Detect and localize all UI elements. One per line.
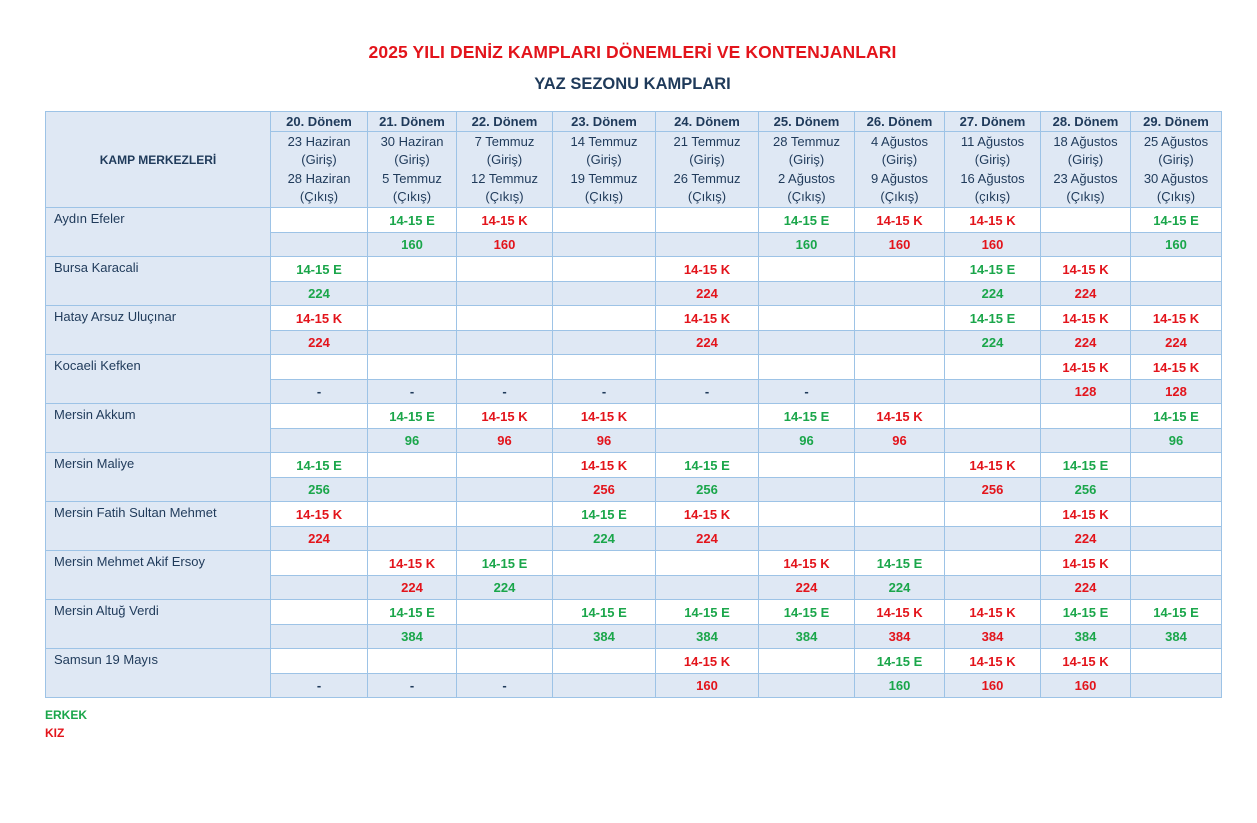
group-cell	[945, 551, 1041, 576]
group-cell: 14-15 K	[945, 453, 1041, 478]
table-body	[46, 208, 1222, 698]
page-subtitle: YAZ SEZONU KAMPLARI	[534, 75, 731, 93]
capacity-cell: 224	[945, 282, 1041, 306]
date-label: (Çıkış)	[584, 189, 624, 204]
capacity-cell: 224	[1041, 527, 1131, 551]
group-cell	[457, 355, 553, 380]
date-label: (Giriş)	[1067, 152, 1104, 167]
date-label: (Çıkış)	[485, 189, 524, 204]
capacity-cell: 256	[553, 478, 656, 502]
group-cell	[457, 600, 553, 625]
capacity-cell: 128	[1131, 380, 1222, 404]
date-value: 30 Ağustos	[1143, 170, 1209, 186]
capacity-cell: 224	[271, 527, 368, 551]
capacity-cell: 96	[457, 429, 553, 453]
group-cell	[553, 551, 656, 576]
capacity-cell	[759, 282, 855, 306]
group-cell: 14-15 E	[1131, 404, 1222, 429]
date-value: 23 Haziran	[287, 133, 351, 149]
group-cell: 14-15 K	[656, 306, 759, 331]
group-cell: 14-15 K	[945, 649, 1041, 674]
table-row	[46, 502, 1222, 527]
group-cell	[855, 453, 945, 478]
capacity-cell: 224	[553, 527, 656, 551]
group-cell: 14-15 K	[1041, 551, 1131, 576]
capacity-cell: 160	[945, 233, 1041, 257]
table-row	[46, 551, 1222, 576]
capacity-cell	[1131, 527, 1222, 551]
capacity-cell: 160	[945, 674, 1041, 698]
group-cell	[368, 257, 457, 282]
group-cell	[368, 355, 457, 380]
date-value: 30 Haziran	[380, 133, 444, 149]
capacity-cell: -	[368, 674, 457, 698]
group-cell: 14-15 E	[759, 208, 855, 233]
capacity-cell: 384	[553, 625, 656, 649]
camp-name: Mersin Akkum	[46, 404, 271, 453]
group-cell	[271, 355, 368, 380]
capacity-cell: 128	[1041, 380, 1131, 404]
capacity-cell	[457, 331, 553, 355]
capacity-cell	[656, 429, 759, 453]
group-cell: 14-15 E	[759, 600, 855, 625]
period-dates	[1131, 132, 1222, 208]
date-value: 28 Haziran	[287, 170, 351, 186]
group-cell: 14-15 E	[553, 600, 656, 625]
group-cell: 14-15 K	[553, 404, 656, 429]
group-cell	[1131, 257, 1222, 282]
group-cell	[945, 502, 1041, 527]
period-header: 26. Dönem	[855, 112, 945, 132]
date-label: (Giriş)	[689, 152, 725, 167]
group-cell: 14-15 K	[1041, 306, 1131, 331]
date-label: (Çıkış)	[1156, 189, 1196, 204]
group-cell	[945, 404, 1041, 429]
group-cell	[271, 208, 368, 233]
group-cell	[1041, 404, 1131, 429]
date-value: 11 Ağustos	[960, 133, 1025, 149]
table-row	[46, 355, 1222, 380]
group-cell	[759, 355, 855, 380]
capacity-cell: -	[368, 380, 457, 404]
capacity-cell	[855, 282, 945, 306]
date-label: (Giriş)	[586, 152, 622, 167]
capacity-cell: 224	[271, 282, 368, 306]
date-value: 25 Ağustos	[1143, 133, 1209, 149]
group-cell	[271, 551, 368, 576]
group-cell	[457, 453, 553, 478]
group-cell: 14-15 E	[553, 502, 656, 527]
group-cell: 14-15 K	[457, 208, 553, 233]
legend-male: ERKEK	[45, 708, 88, 722]
group-cell	[457, 306, 553, 331]
capacity-cell: 160	[1041, 674, 1131, 698]
group-cell: 14-15 K	[855, 404, 945, 429]
group-cell	[759, 453, 855, 478]
capacity-cell: 384	[1041, 625, 1131, 649]
capacity-cell: 224	[271, 331, 368, 355]
capacity-cell: 160	[457, 233, 553, 257]
group-cell	[553, 306, 656, 331]
group-cell	[457, 257, 553, 282]
capacity-cell	[759, 674, 855, 698]
capacity-cell: 256	[945, 478, 1041, 502]
group-cell: 14-15 E	[1041, 600, 1131, 625]
capacity-cell	[457, 478, 553, 502]
capacity-cell	[553, 331, 656, 355]
group-cell: 14-15 K	[271, 502, 368, 527]
capacity-cell: 224	[1041, 282, 1131, 306]
group-cell	[855, 502, 945, 527]
group-cell	[1041, 208, 1131, 233]
period-header: 27. Dönem	[945, 112, 1041, 132]
capacity-cell	[855, 331, 945, 355]
table-row	[46, 404, 1222, 429]
period-header: 29. Dönem	[1131, 112, 1222, 132]
capacity-cell	[271, 576, 368, 600]
date-value: 23 Ağustos	[1053, 170, 1118, 186]
period-dates	[1041, 132, 1131, 208]
capacity-cell	[855, 527, 945, 551]
group-cell: 14-15 E	[271, 453, 368, 478]
group-cell	[368, 502, 457, 527]
camp-name: Mersin Fatih Sultan Mehmet	[46, 502, 271, 551]
group-cell	[855, 355, 945, 380]
capacity-cell	[945, 527, 1041, 551]
camp-name: Hatay Arsuz Uluçınar	[46, 306, 271, 355]
date-value: 5 Temmuz	[382, 170, 442, 186]
table-row	[46, 649, 1222, 674]
date-label: (Giriş)	[301, 152, 337, 167]
group-cell: 14-15 K	[1131, 355, 1222, 380]
legend-female: KIZ	[45, 726, 65, 740]
group-cell: 14-15 K	[1041, 649, 1131, 674]
capacity-cell: 160	[759, 233, 855, 257]
date-value: 18 Ağustos	[1053, 133, 1118, 149]
capacity-cell	[759, 331, 855, 355]
capacity-cell: 256	[656, 478, 759, 502]
capacity-cell: 224	[457, 576, 553, 600]
group-cell: 14-15 K	[855, 600, 945, 625]
capacity-cell: 384	[855, 625, 945, 649]
group-cell: 14-15 K	[1041, 257, 1131, 282]
capacity-cell	[553, 576, 656, 600]
group-cell	[945, 355, 1041, 380]
group-cell	[1131, 551, 1222, 576]
group-cell	[457, 502, 553, 527]
group-cell: 14-15 K	[656, 649, 759, 674]
group-cell: 14-15 E	[945, 306, 1041, 331]
date-value: 2 Ağustos	[777, 170, 836, 186]
period-header: 24. Dönem	[656, 112, 759, 132]
capacity-cell	[855, 380, 945, 404]
capacity-cell: 224	[1041, 576, 1131, 600]
period-header: 21. Dönem	[368, 112, 457, 132]
capacity-cell: 96	[759, 429, 855, 453]
group-cell	[759, 306, 855, 331]
capacity-cell: -	[759, 380, 855, 404]
capacity-cell	[271, 233, 368, 257]
group-cell: 14-15 K	[457, 404, 553, 429]
capacity-cell	[656, 576, 759, 600]
group-cell	[368, 453, 457, 478]
group-cell	[855, 257, 945, 282]
group-cell	[368, 306, 457, 331]
date-label: (Giriş)	[394, 152, 430, 167]
capacity-cell: 160	[1131, 233, 1222, 257]
camp-name: Bursa Karacali	[46, 257, 271, 306]
group-cell: 14-15 K	[759, 551, 855, 576]
capacity-cell	[945, 380, 1041, 404]
capacity-cell	[457, 282, 553, 306]
capacity-cell	[368, 527, 457, 551]
period-dates	[368, 132, 457, 208]
camp-name: Mersin Maliye	[46, 453, 271, 502]
camp-schedule-table	[45, 111, 1222, 698]
group-cell: 14-15 E	[656, 453, 759, 478]
capacity-cell	[945, 429, 1041, 453]
date-label: (Giriş)	[1158, 152, 1194, 167]
group-cell	[553, 257, 656, 282]
capacity-cell: 160	[855, 674, 945, 698]
group-cell	[1131, 453, 1222, 478]
capacity-cell: 96	[855, 429, 945, 453]
group-cell: 14-15 K	[945, 208, 1041, 233]
group-cell	[656, 355, 759, 380]
period-dates	[553, 132, 656, 208]
group-cell: 14-15 K	[368, 551, 457, 576]
date-label: (Çıkış)	[1066, 189, 1105, 204]
group-cell	[271, 404, 368, 429]
table-row	[46, 453, 1222, 478]
period-dates	[271, 132, 368, 208]
capacity-cell	[1131, 478, 1222, 502]
group-cell: 14-15 E	[1041, 453, 1131, 478]
capacity-cell	[1131, 282, 1222, 306]
capacity-cell	[759, 478, 855, 502]
capacity-cell	[553, 674, 656, 698]
date-value: 14 Temmuz	[570, 133, 638, 149]
group-cell: 14-15 K	[945, 600, 1041, 625]
table-row	[46, 257, 1222, 282]
capacity-cell	[1131, 576, 1222, 600]
group-cell: 14-15 E	[656, 600, 759, 625]
group-cell: 14-15 K	[1041, 502, 1131, 527]
group-cell: 14-15 E	[759, 404, 855, 429]
group-cell: 14-15 E	[368, 600, 457, 625]
camp-name: Mersin Altuğ Verdi	[46, 600, 271, 649]
capacity-cell	[457, 625, 553, 649]
group-cell	[855, 306, 945, 331]
period-header: 23. Dönem	[553, 112, 656, 132]
date-label: (Çıkış)	[299, 189, 339, 204]
date-value: 28 Temmuz	[773, 133, 840, 149]
group-cell: 14-15 E	[368, 208, 457, 233]
group-cell: 14-15 K	[1041, 355, 1131, 380]
date-label: (Çıkış)	[687, 189, 727, 204]
capacity-cell: -	[271, 674, 368, 698]
group-cell: 14-15 K	[656, 502, 759, 527]
group-cell	[656, 551, 759, 576]
capacity-cell: 224	[1131, 331, 1222, 355]
period-header: 22. Dönem	[457, 112, 553, 132]
period-header: 25. Dönem	[759, 112, 855, 132]
group-cell	[656, 404, 759, 429]
group-cell: 14-15 K	[553, 453, 656, 478]
capacity-cell	[855, 478, 945, 502]
group-cell	[759, 502, 855, 527]
capacity-cell: 256	[1041, 478, 1131, 502]
period-header: 20. Dönem	[271, 112, 368, 132]
group-cell	[271, 649, 368, 674]
capacity-cell: 384	[1131, 625, 1222, 649]
group-cell	[759, 257, 855, 282]
capacity-cell: -	[457, 380, 553, 404]
capacity-cell	[945, 576, 1041, 600]
date-label: (çıkış)	[974, 189, 1011, 204]
capacity-cell: -	[553, 380, 656, 404]
capacity-cell	[457, 527, 553, 551]
group-cell	[553, 355, 656, 380]
capacity-cell: 224	[656, 331, 759, 355]
group-cell	[457, 649, 553, 674]
capacity-cell: -	[656, 380, 759, 404]
capacity-cell	[1041, 429, 1131, 453]
capacity-cell: 160	[368, 233, 457, 257]
capacity-cell: 224	[656, 282, 759, 306]
group-cell	[553, 649, 656, 674]
table-header	[46, 112, 1222, 208]
date-label: (Giriş)	[788, 152, 825, 167]
capacity-cell: 256	[271, 478, 368, 502]
capacity-cell: 96	[553, 429, 656, 453]
capacity-cell: 384	[368, 625, 457, 649]
camp-centers-header: KAMP MERKEZLERİ	[46, 112, 271, 208]
capacity-cell	[759, 527, 855, 551]
group-cell	[759, 649, 855, 674]
capacity-cell: 384	[759, 625, 855, 649]
capacity-cell	[553, 282, 656, 306]
group-cell: 14-15 K	[855, 208, 945, 233]
page-title: 2025 YILI DENİZ KAMPLARI DÖNEMLERİ VE KONTENJANLARI	[368, 42, 897, 62]
date-value: 16 Ağustos	[960, 170, 1025, 186]
date-label: (Çıkış)	[392, 189, 432, 204]
date-value: 21 Temmuz	[673, 133, 741, 149]
period-header: 28. Dönem	[1041, 112, 1131, 132]
capacity-cell: -	[457, 674, 553, 698]
date-value: 19 Temmuz	[570, 170, 638, 186]
capacity-cell: 224	[855, 576, 945, 600]
capacity-cell	[1041, 233, 1131, 257]
date-value: 26 Temmuz	[673, 170, 741, 186]
date-label: (Giriş)	[974, 152, 1011, 167]
period-header-row	[46, 112, 1222, 132]
group-cell: 14-15 E	[1131, 600, 1222, 625]
camp-name: Kocaeli Kefken	[46, 355, 271, 404]
group-cell: 14-15 E	[945, 257, 1041, 282]
group-cell	[1131, 649, 1222, 674]
date-label: (Çıkış)	[880, 189, 919, 204]
group-cell: 14-15 E	[855, 551, 945, 576]
group-cell	[1131, 502, 1222, 527]
capacity-cell: 384	[945, 625, 1041, 649]
capacity-cell: 224	[368, 576, 457, 600]
capacity-cell	[1131, 674, 1222, 698]
group-cell	[656, 208, 759, 233]
group-cell	[368, 649, 457, 674]
capacity-cell	[368, 331, 457, 355]
group-cell: 14-15 E	[368, 404, 457, 429]
date-value: 12 Temmuz	[471, 170, 538, 186]
group-cell: 14-15 E	[271, 257, 368, 282]
group-cell: 14-15 K	[1131, 306, 1222, 331]
capacity-cell: 224	[759, 576, 855, 600]
capacity-cell: 224	[945, 331, 1041, 355]
period-dates	[945, 132, 1041, 208]
period-dates	[656, 132, 759, 208]
capacity-cell	[368, 282, 457, 306]
capacity-cell: 160	[855, 233, 945, 257]
date-label: (Giriş)	[881, 152, 918, 167]
period-dates	[855, 132, 945, 208]
capacity-cell: 96	[1131, 429, 1222, 453]
capacity-cell: 384	[656, 625, 759, 649]
capacity-cell	[271, 625, 368, 649]
period-dates	[759, 132, 855, 208]
group-cell: 14-15 E	[1131, 208, 1222, 233]
capacity-cell	[656, 233, 759, 257]
group-cell: 14-15 K	[656, 257, 759, 282]
camp-name: Samsun 19 Mayıs	[46, 649, 271, 698]
capacity-cell: 224	[1041, 331, 1131, 355]
capacity-cell: 224	[656, 527, 759, 551]
capacity-cell	[553, 233, 656, 257]
capacity-cell	[368, 478, 457, 502]
table-row	[46, 208, 1222, 233]
date-value: 7 Temmuz	[474, 133, 535, 149]
group-cell: 14-15 K	[271, 306, 368, 331]
period-dates	[457, 132, 553, 208]
date-value: 4 Ağustos	[870, 133, 929, 149]
date-label: (Çıkış)	[787, 189, 826, 204]
group-cell: 14-15 E	[855, 649, 945, 674]
camp-name: Aydın Efeler	[46, 208, 271, 257]
table-row	[46, 600, 1222, 625]
capacity-cell	[271, 429, 368, 453]
capacity-cell: 160	[656, 674, 759, 698]
camp-name: Mersin Mehmet Akif Ersoy	[46, 551, 271, 600]
group-cell	[271, 600, 368, 625]
group-cell	[553, 208, 656, 233]
table-row	[46, 306, 1222, 331]
capacity-cell: -	[271, 380, 368, 404]
capacity-cell: 96	[368, 429, 457, 453]
date-label: (Giriş)	[486, 152, 523, 167]
date-value: 9 Ağustos	[870, 170, 929, 186]
group-cell: 14-15 E	[457, 551, 553, 576]
